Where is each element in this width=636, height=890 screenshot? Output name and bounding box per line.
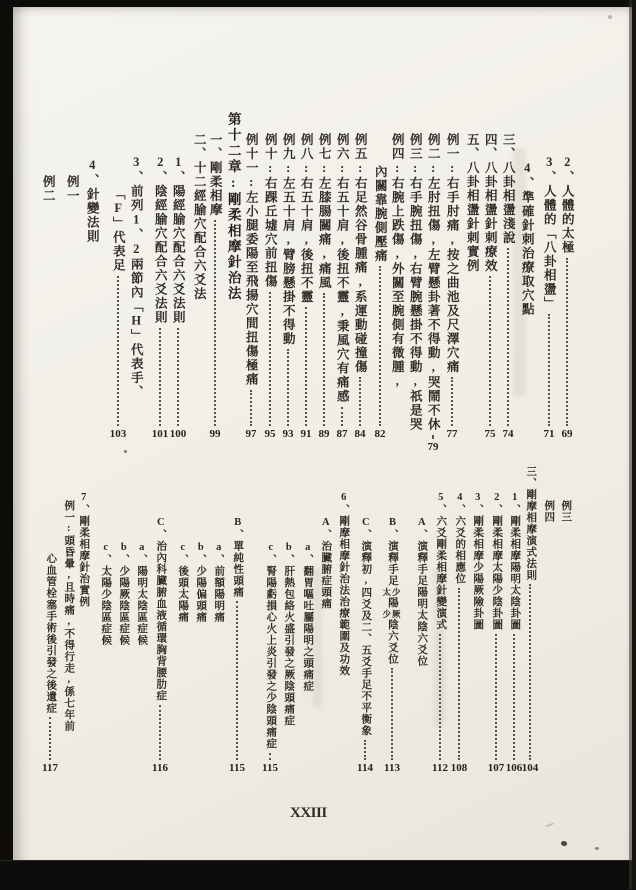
toc-entry-text: 6、剛摩相摩針治法治療範圍及功效 xyxy=(338,492,350,677)
toc-entry-text: C、治內科臟腑血液循環胸背腰肋症 xyxy=(155,517,167,702)
toc-entry-text: 4、準確針刺治療取穴點 xyxy=(520,161,535,317)
paired-variant-characters: 太少 xyxy=(382,586,402,597)
toc-entry-text: 例二:左肘扭傷,左臂懸卦著不得動,哭鬧不休 xyxy=(426,133,441,432)
toc-entry-page-number: 84 xyxy=(354,428,366,440)
toc-entry-text: A、演釋手足陽明太陰六爻位 xyxy=(416,517,428,667)
toc-entry-text: 5、六爻剛柔相摩針變演式 xyxy=(435,492,447,631)
toc-entry-text: 第十二章:剛柔相摩針治法 xyxy=(225,112,241,302)
toc-entry-page-number: 75 xyxy=(484,428,496,440)
toc-entry-page-number: 91 xyxy=(300,428,312,440)
toc-entry-page-number: 101 xyxy=(151,428,169,440)
toc-entry-text: b、少陽偏頭痛 xyxy=(195,542,207,623)
toc-entry-page-number: 107 xyxy=(487,762,505,774)
ink-speck xyxy=(595,847,599,850)
toc-entry-page-number: 99 xyxy=(209,428,221,440)
toc-entry-page-number: 112 xyxy=(432,762,448,774)
toc-entry-page-number: 74 xyxy=(502,428,514,440)
toc-entry-text: 心血管栓塞手術後引發之後遺症 xyxy=(45,553,57,714)
scan-border-top xyxy=(0,0,636,7)
toc-entry-page-number: 82 xyxy=(374,428,386,440)
toc-entry-text: b、少陽厥陰區症候 xyxy=(118,542,130,646)
scan-border-left xyxy=(0,0,13,889)
toc-entry-text: 1、剛柔相摩陽明太陰卦圖 xyxy=(509,492,521,631)
toc-entry-text: 例一 xyxy=(65,175,80,203)
toc-entry-text: 4、六爻的相應位 xyxy=(454,492,466,585)
toc-entry-text: A、治臟腑症頭痛 xyxy=(320,517,332,610)
toc-entry-page-number: 114 xyxy=(357,762,373,774)
toc-entry-text: 例一:頭昏暈,且時痛,不得行走,係七年前 xyxy=(63,500,75,732)
toc-entry-page-number: 69 xyxy=(561,428,573,440)
toc-entry-text: c、太陽少陰區症候 xyxy=(100,542,112,646)
toc-entry-text: 例七:左膝腸關痛,痛風 xyxy=(317,133,332,290)
toc-entry-text: 2、陰經腧穴配合六爻法則 xyxy=(153,155,168,325)
paired-variant-characters: 少厥 xyxy=(382,608,402,619)
toc-entry-page-number: 115 xyxy=(229,762,245,774)
toc-entry-page-number: 77 xyxy=(446,428,458,440)
toc-entry-text: 例四:右腕上跌傷,外關至腕側有微腫, xyxy=(390,133,405,390)
toc-entry-text: ﹁F﹂代表足 xyxy=(111,187,126,273)
scan-border-bottom xyxy=(0,860,636,890)
toc-entry-text: 內關靠腕側壓痛 xyxy=(373,165,388,263)
toc-entry-text: a、翻胃嘔吐屬陽明之頭痛症 xyxy=(302,542,314,692)
toc-entry-text: 例五:右足然谷骨腫痛,系運動碰撞傷 xyxy=(353,133,368,374)
toc-entry-text: 例一:右手肘痛,按之曲池及尺澤穴痛 xyxy=(445,133,460,374)
toc-entry-page-number: 117 xyxy=(42,762,58,774)
toc-entry-text: 三、剛摩相摩演式法則 xyxy=(525,466,537,581)
toc-entry-text: 例四 xyxy=(543,500,555,523)
toc-entry-text: 2、人體的太極 xyxy=(560,155,575,255)
toc-entry-text: 例十一:左小腿委陽至飛揚穴間扭傷極痛 xyxy=(244,133,259,387)
toc-entry-text: c、腎陽虧損心火上炎引發之少陰頭痛症 xyxy=(265,542,277,750)
toc-entry-text: 一、剛柔相摩 xyxy=(208,133,223,217)
toc-entry-text: 二、十二經腧穴配合六爻法 xyxy=(192,133,207,301)
toc-entry-page-number: 104 xyxy=(521,762,539,774)
toc-entry-text: 例九:左五十肩,臂膀懸掛不得動 xyxy=(281,133,296,346)
toc-entry-page-number: 97 xyxy=(245,428,257,440)
ink-speck xyxy=(124,450,127,453)
toc-entry-page-number: 87 xyxy=(336,428,348,440)
toc-entry-text: 例三:右手腕扭傷,右臂腕懸掛不得動,祇是哭 xyxy=(408,133,423,432)
toc-entry-page-number: 106 xyxy=(505,762,523,774)
toc-entry-text: C、演釋初,四爻及二、五爻手足不平衡象 xyxy=(360,517,372,737)
toc-entry-text: 3、前列1、2兩節內﹁H﹂代表手、 xyxy=(129,155,144,399)
toc-entry-text: B、單純性頭痛 xyxy=(232,517,244,598)
page-number-roman: XXIII xyxy=(290,805,327,821)
scan-border-right xyxy=(632,0,636,889)
toc-entry-page-number: 113 xyxy=(384,762,400,774)
toc-entry-page-number: 95 xyxy=(264,428,276,440)
bleed-through-smudge xyxy=(313,567,322,707)
toc-entry-text: B、演釋手足太少陽少厥陰六爻位 xyxy=(382,517,402,665)
ink-speck xyxy=(608,15,612,19)
toc-entry-text: 三、八卦相盪淺說 xyxy=(501,133,516,245)
toc-entry-text: 例六:右五十肩,後扭不靈,秉風穴有痛感 xyxy=(335,133,350,404)
toc-entry-text: 例十:右踝丘墟穴前扭傷 xyxy=(263,133,278,289)
toc-entry-text: 例八:右五十肩,後扭不靈 xyxy=(299,133,314,304)
toc-entry-text: 7、剛柔相摩針治實例 xyxy=(78,492,90,608)
toc-entry-text: 四、八卦相盪針刺療效 xyxy=(483,133,498,273)
toc-entry-text: 例二 xyxy=(41,175,56,203)
toc-entry-text: 3、人體的﹁八卦相盪﹂ xyxy=(542,155,557,311)
bleed-through-smudge xyxy=(434,567,445,727)
toc-entry-page-number: 103 xyxy=(109,428,127,440)
toc-entry-text: 2、剛柔相摩太陽少陰卦圖 xyxy=(491,492,503,631)
toc-entry-page-number: 71 xyxy=(543,428,555,440)
toc-entry-text: 3、剛柔相摩少陽厥險卦圖 xyxy=(472,492,484,631)
toc-entry-text: 例三 xyxy=(560,500,572,523)
toc-entry-text: a、陽明太陰區症候 xyxy=(136,542,148,646)
toc-entry-text: 4、針變法則 xyxy=(85,158,100,244)
paper xyxy=(13,7,632,860)
toc-entry-text: 五、八卦相盪針刺實例 xyxy=(465,133,480,273)
toc-entry-page-number: 79 xyxy=(427,440,439,453)
toc-entry-text: a、前額陽明痛 xyxy=(213,542,225,623)
bleed-through-smudge xyxy=(513,147,526,397)
toc-entry-page-number: 108 xyxy=(450,762,468,774)
toc-entry-page-number: 100 xyxy=(169,428,187,440)
toc-entry-text: c、後頭太陽痛 xyxy=(177,542,189,623)
toc-entry-page-number: 116 xyxy=(152,762,168,774)
toc-entry-page-number: 115 xyxy=(262,762,278,774)
toc-entry-page-number: 93 xyxy=(282,428,294,440)
toc-entry-page-number: 89 xyxy=(318,428,330,440)
toc-entry-text: b、肝熱包絡火盛引發之厥陰頭痛症 xyxy=(283,542,295,727)
toc-entry-text: 1、陽經腧穴配合六爻法則 xyxy=(171,155,186,325)
